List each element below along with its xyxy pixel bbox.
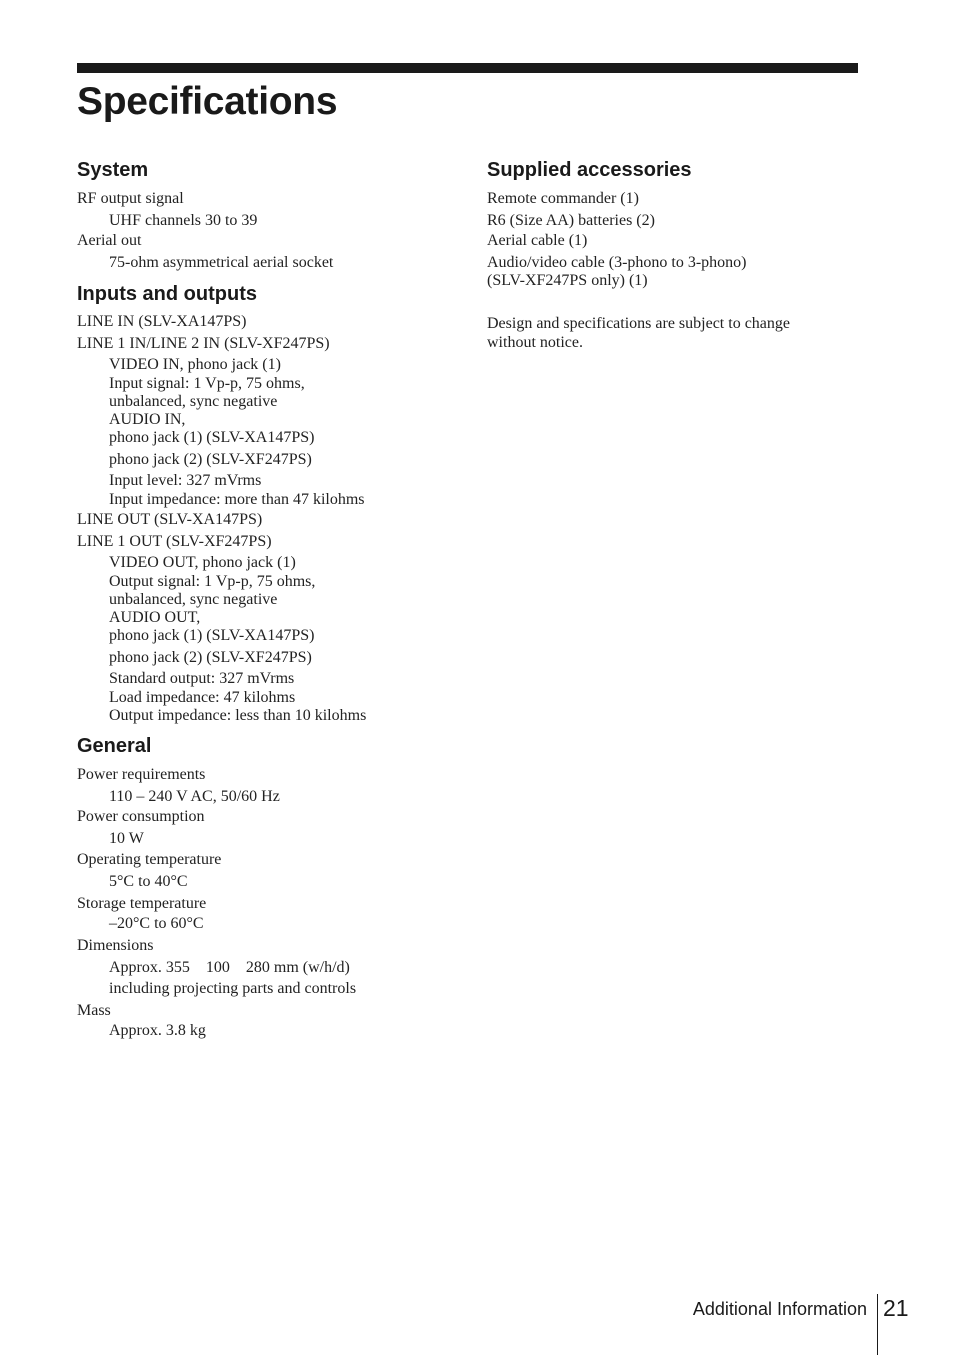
spec-value: phono jack (2) (SLV-XF247PS) <box>109 649 312 666</box>
spec-label: Mass <box>77 1002 111 1019</box>
spec-value: VIDEO IN, phono jack (1) <box>109 356 281 373</box>
top-rule <box>77 63 858 73</box>
page-number: 21 <box>883 1295 909 1321</box>
accessory-item: Aerial cable (1) <box>487 232 588 249</box>
spec-value: 10 W <box>109 830 144 847</box>
spec-value: unbalanced, sync negative <box>109 591 278 608</box>
spec-value: phono jack (2) (SLV-XF247PS) <box>109 451 312 468</box>
spec-value: phono jack (1) (SLV-XA147PS) <box>109 627 315 644</box>
accessory-item: Audio/video cable (3-phono to 3-phono) <box>487 254 747 271</box>
accessory-item: Remote commander (1) <box>487 190 639 207</box>
spec-value: 110 – 240 V AC, 50/60 Hz <box>109 788 280 805</box>
spec-value: AUDIO IN, <box>109 411 186 428</box>
section-heading-system: System <box>77 159 149 181</box>
spec-label: LINE 1 IN/LINE 2 IN (SLV-XF247PS) <box>77 335 330 352</box>
spec-value: Output impedance: less than 10 kilohms <box>109 707 367 724</box>
spec-label: Dimensions <box>77 937 154 954</box>
spec-label: Aerial out <box>77 232 142 249</box>
spec-label: Operating temperature <box>77 851 222 868</box>
spec-value: VIDEO OUT, phono jack (1) <box>109 554 296 571</box>
spec-value: phono jack (1) (SLV-XA147PS) <box>109 429 315 446</box>
footer-section-label: Additional Information <box>692 1299 867 1319</box>
spec-value: Approx. 3.8 kg <box>109 1022 206 1039</box>
section-heading-inputs-outputs: Inputs and outputs <box>77 283 257 305</box>
notice-text: Design and specifications are subject to change <box>487 315 790 332</box>
section-heading-general: General <box>77 735 152 757</box>
spec-label: LINE IN (SLV-XA147PS) <box>77 313 247 330</box>
spec-value: 5°C to 40°C <box>109 873 188 890</box>
spec-value: Output signal: 1 Vp-p, 75 ohms, <box>109 573 316 590</box>
spec-value: 75-ohm asymmetrical aerial socket <box>109 254 334 271</box>
spec-value: –20°C to 60°C <box>109 915 204 932</box>
spec-value: AUDIO OUT, <box>109 609 201 626</box>
spec-value: Approx. 355 100 280 mm (w/h/d) <box>109 959 350 976</box>
spec-value: Input impedance: more than 47 kilohms <box>109 491 365 508</box>
page-title: Specifications <box>77 80 338 123</box>
notice-text: without notice. <box>487 334 583 351</box>
spec-value: Standard output: 327 mVrms <box>109 670 295 687</box>
spec-value: Input signal: 1 Vp-p, 75 ohms, <box>109 375 305 392</box>
spec-label: RF output signal <box>77 190 184 207</box>
spec-value: unbalanced, sync negative <box>109 393 278 410</box>
spec-label: Power consumption <box>77 808 205 825</box>
footer-divider <box>877 1294 878 1355</box>
spec-value: Load impedance: 47 kilohms <box>109 689 296 706</box>
spec-value: including projecting parts and controls <box>109 980 357 997</box>
spec-label: LINE 1 OUT (SLV-XF247PS) <box>77 533 272 550</box>
accessory-item: (SLV-XF247PS only) (1) <box>487 272 648 289</box>
section-heading-supplied-accessories: Supplied accessories <box>487 159 692 181</box>
spec-value: UHF channels 30 to 39 <box>109 212 258 229</box>
spec-label: Power requirements <box>77 766 206 783</box>
spec-label: LINE OUT (SLV-XA147PS) <box>77 511 263 528</box>
spec-value: Input level: 327 mVrms <box>109 472 262 489</box>
accessory-item: R6 (Size AA) batteries (2) <box>487 212 655 229</box>
spec-label: Storage temperature <box>77 895 207 912</box>
